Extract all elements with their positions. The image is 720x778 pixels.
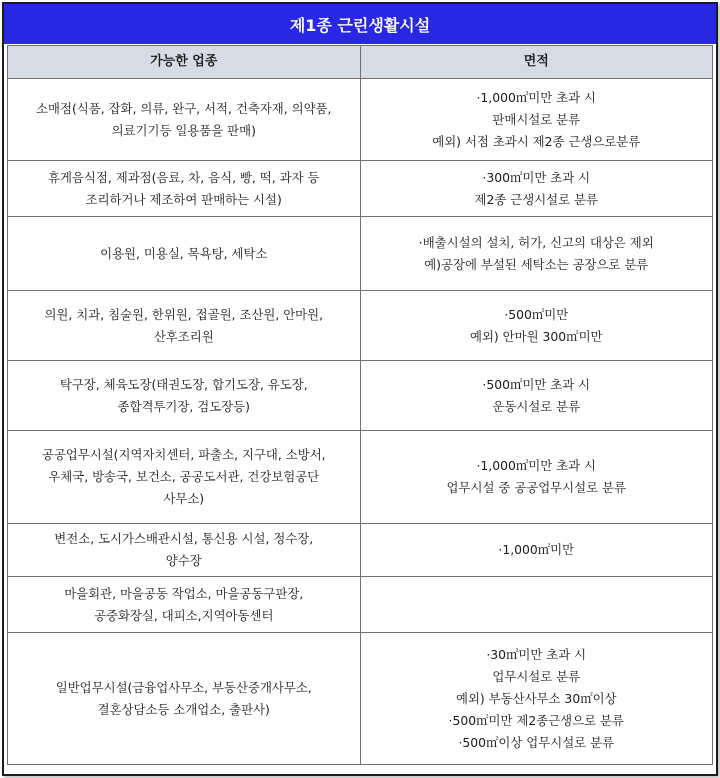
area-line: 제2종 근생시설로 분류 [474, 191, 598, 207]
area-line: ·1,000㎡미만 초과 시 [476, 458, 597, 473]
area-cell [360, 79, 713, 161]
business-type-cell [8, 431, 361, 524]
area-cell [360, 577, 713, 633]
table-row [8, 431, 713, 524]
area-line: 판매시설로 분류 [492, 111, 581, 127]
business-type-line: 일반업무시설(금융업사무소, 부동산중개사무소, [55, 679, 312, 695]
area-line: 예외) 서점 초과시 제2종 근생으로분류 [432, 133, 641, 149]
area-line: 예외) 부동산사무소 30㎡이상 [455, 690, 617, 706]
business-type-line: 휴게음식점, 제과점(음료, 차, 음식, 빵, 떡, 과자 등 [48, 169, 320, 185]
area-cell [360, 431, 713, 524]
business-type-line: 이용원, 미용실, 목욕탕, 세탁소 [100, 245, 268, 261]
area-line: ·500㎡이상 업무시설로 분류 [458, 734, 615, 750]
area-line: 업무시설 중 공공업무시설로 분류 [446, 480, 626, 495]
business-type-cell [8, 161, 361, 217]
table-row [8, 291, 713, 361]
area-cell [360, 524, 713, 577]
table-row [8, 361, 713, 431]
business-type-line: 탁구장, 체육도장(태권도장, 합기도장, 유도장, [59, 376, 308, 392]
table-row [8, 161, 713, 217]
table-row [8, 217, 713, 291]
area-line: 예)공장에 부설된 세탁소는 공장으로 분류 [424, 256, 649, 272]
business-type-line: 소매점(식품, 잡화, 의류, 완구, 서적, 건축자재, 의약품, [36, 100, 332, 116]
business-type-line: 결혼상담소등 소개업소, 출판사) [97, 701, 270, 717]
business-type-line: 의료기기등 일용품을 판매) [111, 122, 256, 138]
area-cell [360, 633, 713, 765]
business-type-line: 의원, 치과, 침술원, 한위원, 접골원, 조산원, 안마원, [44, 306, 324, 322]
table-title: 제1종 근린생활시설 [4, 4, 716, 44]
header-area: 면적 [360, 46, 713, 79]
header-row [8, 46, 713, 79]
business-type-line: 공중화장실, 대피소,지역아동센터 [94, 607, 274, 623]
business-type-cell [8, 291, 361, 361]
business-type-cell [8, 577, 361, 633]
area-line: ·500㎡미만 초과 시 [482, 376, 591, 392]
table-frame [2, 2, 718, 776]
facility-table [7, 45, 713, 765]
header-business: 가능한 업종 [8, 46, 361, 79]
area-line: ·300㎡미만 초과 시 [482, 169, 591, 185]
business-type-line: 사무소) [163, 491, 205, 506]
business-type-line: 변전소, 도시가스배관시설, 통신용 시설, 정수장, [54, 531, 314, 546]
area-line: ·1,000㎡미만 [498, 542, 575, 557]
business-type-line: 우체국, 방송국, 보건소, 공공도서관, 건강보험공단 [48, 469, 320, 484]
business-type-cell [8, 633, 361, 765]
area-line: 예외) 안마원 300㎡미만 [469, 328, 603, 344]
area-line: ·배출시설의 설치, 허가, 신고의 대상은 제외 [418, 234, 654, 250]
business-type-cell [8, 217, 361, 291]
business-type-cell [8, 361, 361, 431]
area-cell [360, 217, 713, 291]
business-type-line: 마을회관, 마을공동 작업소, 마을공동구판장, [64, 585, 304, 601]
business-type-line: 조리하거나 제조하여 판매하는 시설) [85, 191, 282, 207]
business-type-line: 양수장 [165, 553, 202, 568]
area-cell [360, 361, 713, 431]
area-line: ·500㎡미만 [504, 306, 569, 322]
business-type-line: 종합격투기장, 검도장등) [117, 398, 250, 414]
table-body [8, 79, 713, 765]
business-type-cell [8, 524, 361, 577]
area-line: ·500㎡미만 제2종근생으로 분류 [448, 712, 624, 728]
area-cell [360, 161, 713, 217]
area-cell [360, 291, 713, 361]
table-row [8, 633, 713, 765]
area-line: 운동시설로 분류 [492, 398, 581, 414]
area-line: ·1,000㎡미만 초과 시 [476, 89, 597, 105]
business-type-cell [8, 79, 361, 161]
table-row [8, 524, 713, 577]
area-line: 업무시설로 분류 [492, 668, 581, 684]
business-type-line: 산후조리원 [153, 328, 214, 344]
table-row [8, 577, 713, 633]
business-type-line: 공공업무시설(지역자치센터, 파출소, 지구대, 소방서, [41, 447, 326, 462]
table-row [8, 79, 713, 161]
area-line: ·30㎡미만 초과 시 [486, 646, 587, 662]
